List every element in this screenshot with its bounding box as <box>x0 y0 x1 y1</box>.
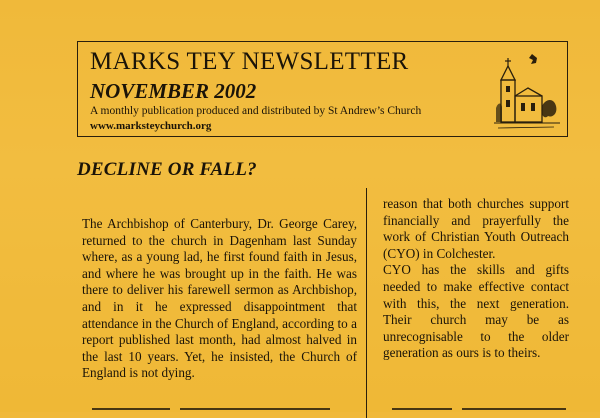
newsletter-title: MARKS TEY NEWSLETTER <box>90 48 409 75</box>
article-right-column <box>383 196 569 377</box>
website-url: www.marksteychurch.org <box>90 120 212 132</box>
article-paragraph: CYO has the skills and gifts needed to make effective contact with this, the next generation. Their church may be as unrecognisable to the older generation as ours is to theirs. <box>383 262 569 361</box>
article-left-column <box>82 216 357 394</box>
masthead-box <box>77 41 568 137</box>
publication-tagline: A monthly publication produced and distributed by St Andrew’s Church <box>90 105 422 117</box>
church-illustration-icon <box>494 48 560 132</box>
next-line-fragment <box>462 408 566 410</box>
next-line-fragment <box>392 408 452 410</box>
article-paragraph: The Archbishop of Canterbury, Dr. George Carey, returned to the church in Dagenham last Sunday where, as a young lad, he first found faith in Jesus, and where he was brought up in the faith. He was there to deliver his farewell sermon as Archbishop, and in it he expressed disappointment that attendance in the Church of England, according to a report published last month, had almost halved in the last 10 years. Yet, he insisted, the Church of England is not dying. <box>82 216 357 381</box>
next-line-fragment <box>92 408 170 410</box>
next-line-fragment <box>180 408 330 410</box>
article-headline: DECLINE OR FALL? <box>77 159 257 180</box>
issue-date: NOVEMBER 2002 <box>90 79 257 103</box>
column-divider <box>366 188 367 418</box>
article-paragraph: reason that both churches support financially and prayerfully the work of Christian Youth Outreach (CYO) in Colchester. <box>383 196 569 261</box>
